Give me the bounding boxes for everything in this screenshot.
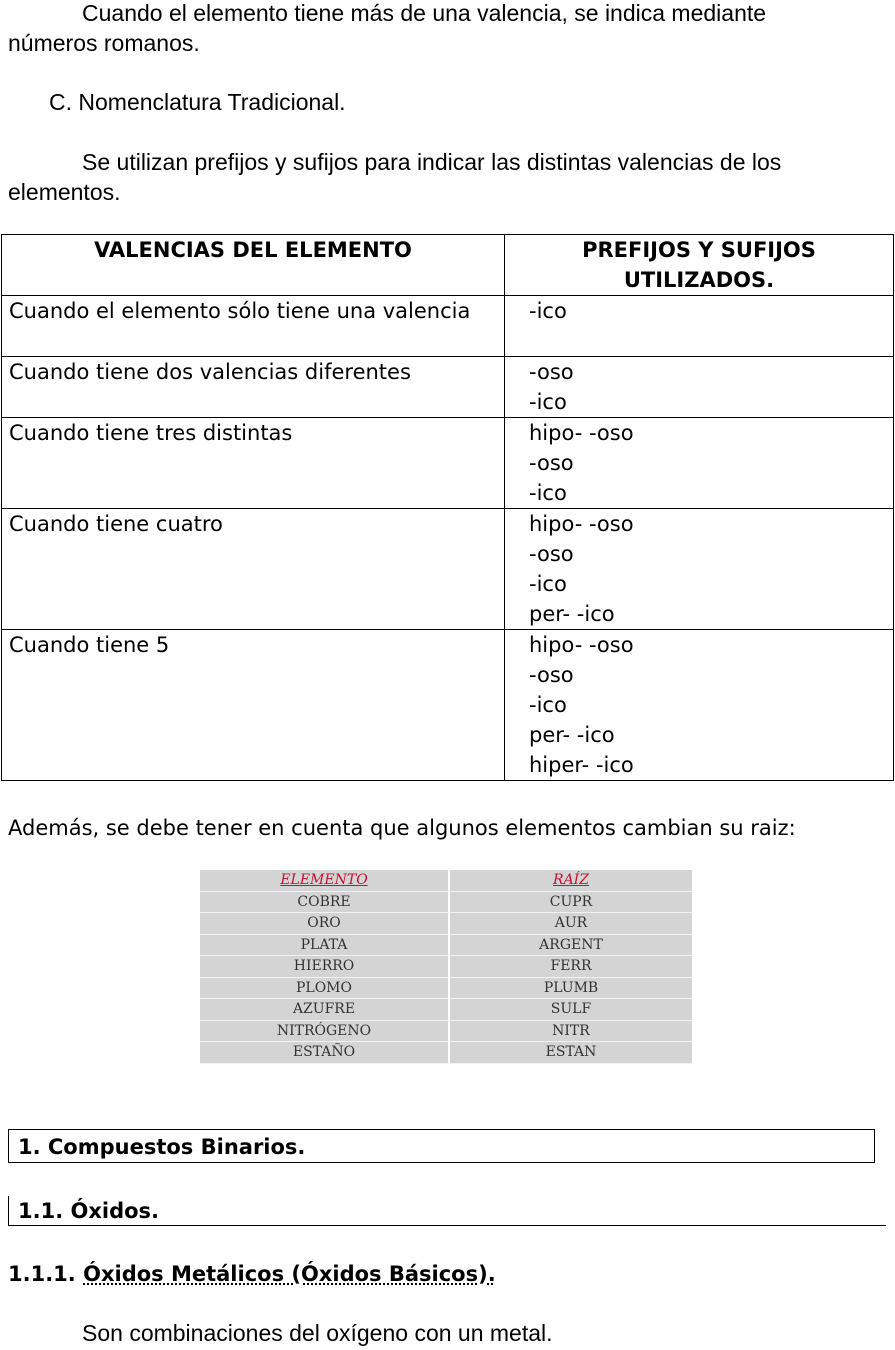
- element-cell: HIERRO: [200, 956, 448, 978]
- root-change-note: Además, se debe tener en cuenta que algunos elementos cambian su raiz:: [8, 816, 796, 840]
- valence-case: Cuando tiene cuatro: [2, 509, 505, 630]
- intro-line-2b: elementos.: [8, 179, 121, 205]
- intro-line-2a: Se utilizan prefijos y sufijos para indicar las distintas valencias de los: [82, 149, 782, 175]
- element-cell: PLOMO: [200, 978, 448, 1000]
- valence-table-header-row: [2, 235, 894, 296]
- valence-case: Cuando tiene 5: [2, 630, 505, 781]
- affix-item: -ico: [529, 572, 567, 596]
- element-cell: ORO: [200, 913, 448, 935]
- root-cell: ARGENT: [448, 935, 692, 957]
- element-cell: ESTAÑO: [200, 1042, 448, 1064]
- root-cell: FERR: [448, 956, 692, 978]
- affix-cell: [505, 357, 894, 418]
- section-heading-compuestos-binarios: 1. Compuestos Binarios.: [8, 1129, 875, 1163]
- valence-case: Cuando tiene dos valencias diferentes: [2, 357, 505, 418]
- valence-case: Cuando el elemento sólo tiene una valencia: [2, 296, 505, 357]
- section-heading-oxidos-metalicos: [8, 1259, 496, 1289]
- affix-header: PREFIJOS Y SUFIJOS UTILIZADOS.: [505, 235, 894, 296]
- affix-item: hiper- -ico: [529, 753, 634, 777]
- table-row: [2, 418, 894, 509]
- table-row: [2, 630, 894, 781]
- element-cell: AZUFRE: [200, 999, 448, 1021]
- affix-item: hipo- -oso: [529, 421, 634, 445]
- affix-item: hipo- -oso: [529, 512, 634, 536]
- affix-cell: [505, 509, 894, 630]
- table-row: [200, 978, 692, 1000]
- intro-line-1a: Cuando el elemento tiene más de una valencia, se indica mediante: [82, 0, 767, 26]
- element-header: ELEMENTO: [200, 870, 448, 892]
- element-cell: COBRE: [200, 892, 448, 914]
- table-row: [200, 892, 692, 914]
- root-cell: AUR: [448, 913, 692, 935]
- intro-line-1b: números romanos.: [8, 30, 200, 56]
- table-row: [200, 1042, 692, 1064]
- affix-item: -ico: [529, 390, 567, 414]
- affix-item: per- -ico: [529, 723, 615, 747]
- affix-item: -oso: [529, 451, 574, 475]
- root-cell: CUPR: [448, 892, 692, 914]
- affix-item: hipo- -oso: [529, 633, 634, 657]
- affix-cell: [505, 418, 894, 509]
- table-row: [2, 357, 894, 418]
- section-number: 1.1.1.: [8, 1262, 76, 1286]
- affix-item: -ico: [529, 693, 567, 717]
- definition-text: Son combinaciones del oxígeno con un metal.: [82, 1320, 553, 1346]
- table-row: [200, 1021, 692, 1043]
- affix-cell: [505, 296, 894, 357]
- table-row: [2, 296, 894, 357]
- root-cell: NITR: [448, 1021, 692, 1043]
- valence-header: VALENCIAS DEL ELEMENTO: [2, 235, 505, 296]
- affix-item: per- -ico: [529, 602, 615, 626]
- root-cell: SULF: [448, 999, 692, 1021]
- element-cell: PLATA: [200, 935, 448, 957]
- affix-item: -ico: [529, 299, 567, 323]
- root-cell: PLUMB: [448, 978, 692, 1000]
- table-row: [2, 509, 894, 630]
- valence-case: Cuando tiene tres distintas: [2, 418, 505, 509]
- section-title: Óxidos Metálicos (Óxidos Básicos).: [83, 1262, 496, 1286]
- table-row: [200, 935, 692, 957]
- affix-item: -oso: [529, 360, 574, 384]
- root-table: [200, 870, 692, 1064]
- affix-cell: [505, 630, 894, 781]
- section-heading-nomenclatura: C. Nomenclatura Tradicional.: [49, 89, 346, 115]
- element-cell: NITRÓGENO: [200, 1021, 448, 1043]
- table-row: [200, 999, 692, 1021]
- affix-item: -oso: [529, 663, 574, 687]
- affix-item: -ico: [529, 481, 567, 505]
- table-row: [200, 913, 692, 935]
- root-table-header-row: [200, 870, 692, 892]
- table-row: [200, 956, 692, 978]
- affix-item: -oso: [529, 542, 574, 566]
- root-cell: ESTAN: [448, 1042, 692, 1064]
- root-header: RAÍZ: [448, 870, 692, 892]
- root-table-body: [200, 892, 692, 1064]
- section-heading-oxidos: 1.1. Óxidos.: [8, 1196, 886, 1226]
- valence-table: [1, 234, 894, 781]
